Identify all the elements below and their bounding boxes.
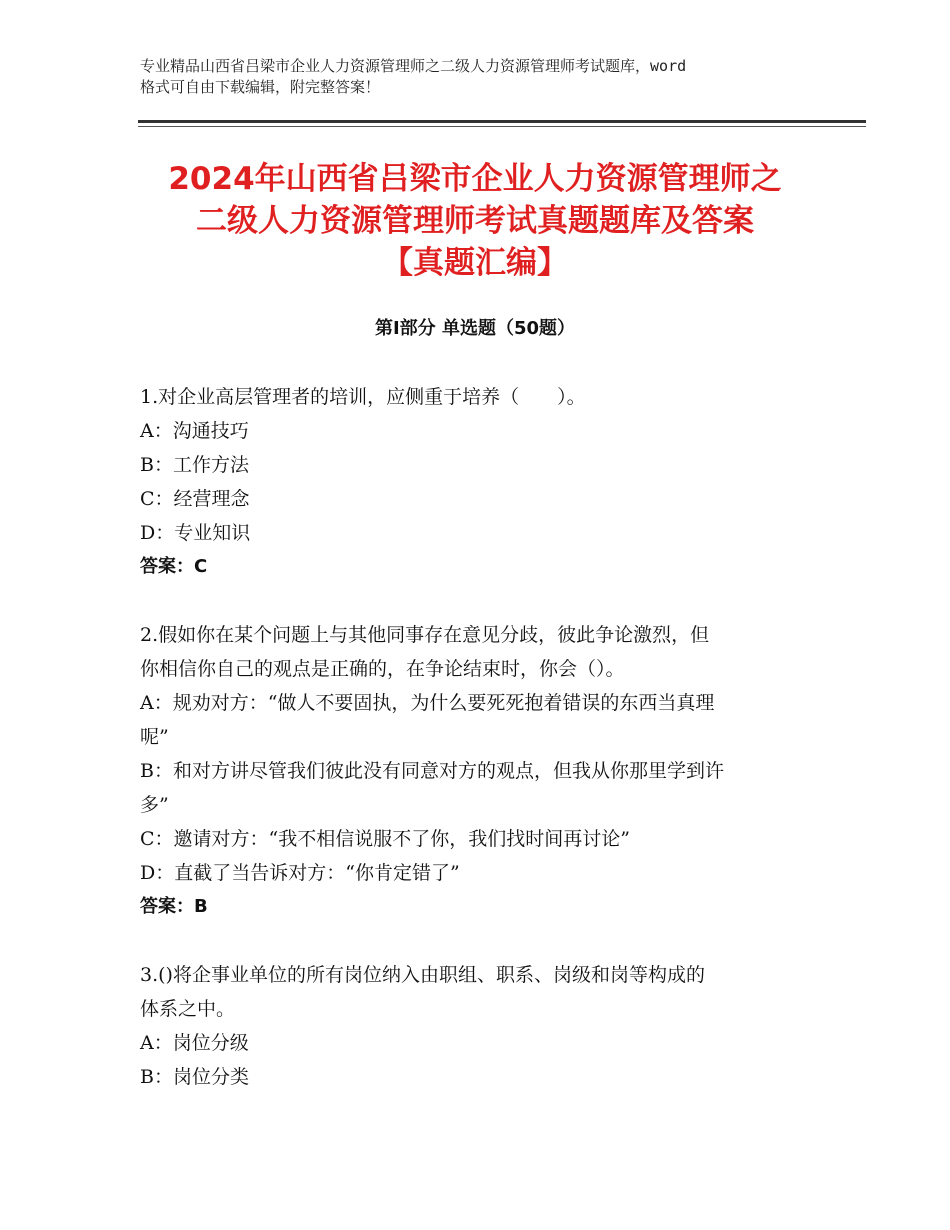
header-divider-thin (138, 126, 866, 127)
title-line: 2024年山西省吕梁市企业人力资源管理师之 (168, 161, 782, 197)
header-note (140, 56, 820, 98)
question-text: 1.对企业高层管理者的培训，应侧重于培养（ ）。 (140, 386, 586, 408)
title-line: 二级人力资源管理师考试真题题库及答案 (196, 203, 754, 239)
document-title (110, 158, 840, 284)
answer-label: 答案：C (140, 556, 208, 577)
question-text: 体系之中。 (140, 998, 236, 1020)
option-b: B：和对方讲尽管我们彼此没有同意对方的观点，但我从你那里学到许 (140, 760, 724, 782)
option-a: A：岗位分级 (140, 1032, 249, 1054)
option-d: D：直截了当告诉对方：“你肯定错了” (140, 862, 460, 884)
option-b: B：岗位分类 (140, 1066, 249, 1088)
question-item (140, 958, 820, 1094)
question-item (140, 380, 820, 584)
title-line: 【真题汇编】 (382, 245, 568, 281)
option-b-continued: 多” (140, 794, 169, 816)
header-note-line: 专业精品山西省吕梁市企业人力资源管理师之二级人力资源管理师考试题库，word (140, 57, 687, 75)
option-a-continued: 呢” (140, 726, 169, 748)
option-a: A：沟通技巧 (140, 420, 249, 442)
header-divider-thick (138, 120, 866, 123)
section-heading: 第Ⅰ部分 单选题（50题） (374, 318, 575, 339)
option-d: D：专业知识 (140, 522, 251, 544)
question-text: 2.假如你在某个问题上与其他同事存在意见分歧，彼此争论激烈，但 (140, 624, 710, 646)
question-text: 3.()将企事业单位的所有岗位纳入由职组、职系、岗级和岗等构成的 (140, 964, 705, 986)
option-c: C：邀请对方：“我不相信说服不了你，我们找时间再讨论” (140, 828, 630, 850)
option-b: B：工作方法 (140, 454, 249, 476)
question-item (140, 618, 820, 924)
option-c: C：经营理念 (140, 488, 250, 510)
question-text: 你相信你自己的观点是正确的，在争论结束时，你会（）。 (140, 658, 625, 680)
answer-label: 答案：B (140, 896, 208, 917)
option-a: A：规劝对方：“做人不要固执，为什么要死死抱着错误的东西当真理 (140, 692, 715, 714)
question-list (140, 380, 820, 1128)
header-note-line: 格式可自由下载编辑，附完整答案！ (140, 78, 381, 96)
